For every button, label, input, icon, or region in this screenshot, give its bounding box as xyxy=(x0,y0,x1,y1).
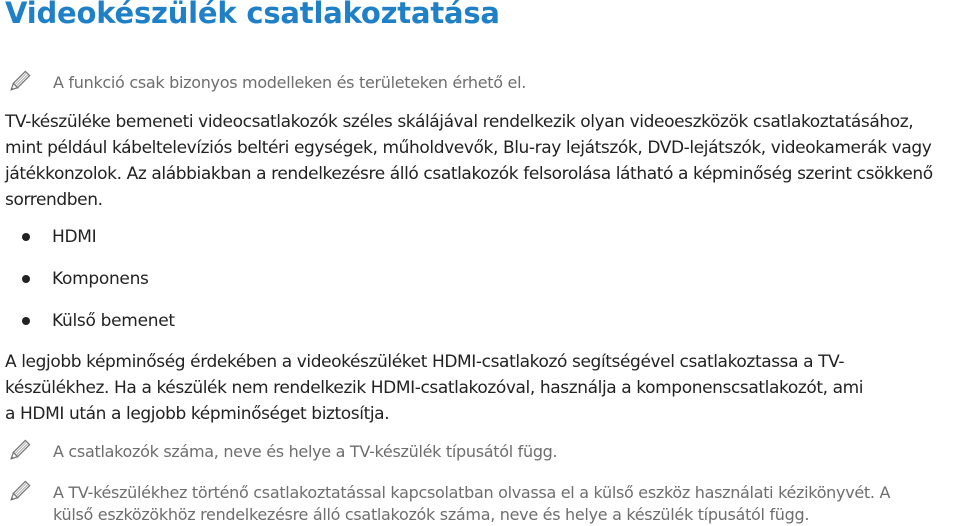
pencil-icon xyxy=(6,69,32,95)
list-item xyxy=(0,306,600,348)
intro-paragraph: TV-készüléke bemeneti videocsatlakozók széles skálájával rendelkezik olyan videoeszközök csatlakoztatásához, mint például kábeltelevíziós beltéri egységek, műholdvevők, Blu-ray lejátszók, DVD-lejátszók, videokamerák vagy játékkonzolok. Az alábbiakban a rendelkezésre álló csatlakozók felsorolása látható a képminőség szerint csökkenő sorrendben. xyxy=(5,112,933,210)
note-text: A TV-készülékhez történő csatlakoztatással kapcsolatban olvassa el a külső eszköz használati kézikönyvét. A külső eszközökhöz rendelkezésre álló csatlakozók száma, neve és helye a készülék típusától függ. xyxy=(53,483,891,524)
list-item-label: Külső bemenet xyxy=(52,311,175,331)
bullet-icon xyxy=(22,233,30,241)
connector-list xyxy=(0,222,600,348)
recommendation-paragraph: A legjobb képminőség érdekében a videokészüléket HDMI-csatlakozó segítségével csatlakoztassa a TV-készülékhez. Ha a készülék nem rendelkezik HDMI-csatlakozóval, használja a komponenscsatlakozót, ami a HDMI után a legjobb képminőséget biztosítja. xyxy=(5,352,864,424)
list-item-label: Komponens xyxy=(52,269,149,289)
note-text: A funkció csak bizonyos modelleken és területeken érhető el. xyxy=(53,73,527,92)
list-item xyxy=(0,264,600,306)
page-title: Videokészülék csatlakoztatása xyxy=(5,0,500,30)
bullet-icon xyxy=(22,275,30,283)
note-text: A csatlakozók száma, neve és helye a TV-készülék típusától függ. xyxy=(53,442,558,461)
pencil-icon xyxy=(6,438,32,464)
list-item xyxy=(0,222,600,264)
pencil-icon xyxy=(6,479,32,505)
list-item-label: HDMI xyxy=(52,227,97,247)
bullet-icon xyxy=(22,317,30,325)
